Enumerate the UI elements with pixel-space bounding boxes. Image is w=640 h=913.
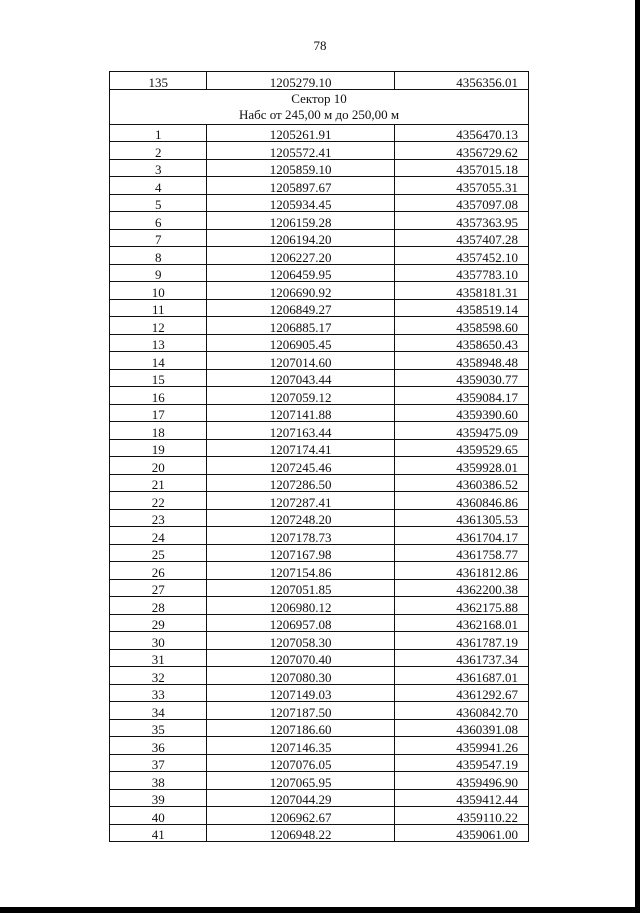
y-coordinate: 4361758.77 bbox=[394, 544, 528, 562]
x-coordinate: 1207076.05 bbox=[207, 754, 394, 772]
point-number: 20 bbox=[110, 457, 207, 475]
point-number: 24 bbox=[110, 527, 207, 545]
y-coordinate: 4357407.28 bbox=[394, 229, 528, 247]
x-coordinate: 1206885.17 bbox=[207, 317, 394, 335]
y-coordinate: 4360386.52 bbox=[394, 474, 528, 492]
y-coordinate: 4360842.70 bbox=[394, 702, 528, 720]
x-coordinate: 1206962.67 bbox=[207, 807, 394, 825]
x-coordinate: 1207044.29 bbox=[207, 789, 394, 807]
y-coordinate: 4359412.44 bbox=[394, 789, 528, 807]
y-coordinate: 4359390.60 bbox=[394, 404, 528, 422]
point-number: 22 bbox=[110, 492, 207, 510]
x-coordinate: 1207154.86 bbox=[207, 562, 394, 580]
table-row bbox=[110, 649, 529, 667]
table-row bbox=[110, 737, 529, 755]
table-row bbox=[110, 527, 529, 545]
sector-title: Сектор 10 bbox=[291, 90, 347, 106]
y-coordinate: 4357783.10 bbox=[394, 264, 528, 282]
y-coordinate: 4356729.62 bbox=[394, 142, 528, 160]
point-number: 6 bbox=[110, 212, 207, 230]
x-coordinate: 1205279.10 bbox=[207, 72, 394, 90]
point-number: 26 bbox=[110, 562, 207, 580]
point-number: 8 bbox=[110, 247, 207, 265]
table-row bbox=[110, 159, 529, 177]
y-coordinate: 4361292.67 bbox=[394, 684, 528, 702]
point-number: 7 bbox=[110, 229, 207, 247]
x-coordinate: 1207070.40 bbox=[207, 649, 394, 667]
y-coordinate: 4361787.19 bbox=[394, 632, 528, 650]
y-coordinate: 4359030.77 bbox=[394, 369, 528, 387]
point-number: 11 bbox=[110, 299, 207, 317]
x-coordinate: 1206957.08 bbox=[207, 614, 394, 632]
table-row bbox=[110, 702, 529, 720]
point-number: 28 bbox=[110, 597, 207, 615]
x-coordinate: 1205572.41 bbox=[207, 142, 394, 160]
x-coordinate: 1207080.30 bbox=[207, 667, 394, 685]
x-coordinate: 1206980.12 bbox=[207, 597, 394, 615]
x-coordinate: 1207286.50 bbox=[207, 474, 394, 492]
point-number: 27 bbox=[110, 579, 207, 597]
table-row bbox=[110, 457, 529, 475]
point-number: 12 bbox=[110, 317, 207, 335]
point-number: 32 bbox=[110, 667, 207, 685]
y-coordinate: 4360391.08 bbox=[394, 719, 528, 737]
y-coordinate: 4361704.17 bbox=[394, 527, 528, 545]
y-coordinate: 4359941.26 bbox=[394, 737, 528, 755]
x-coordinate: 1207187.50 bbox=[207, 702, 394, 720]
sector-header bbox=[110, 89, 529, 124]
y-coordinate: 4356356.01 bbox=[394, 72, 528, 90]
table-row bbox=[110, 264, 529, 282]
x-coordinate: 1207174.41 bbox=[207, 439, 394, 457]
point-number: 2 bbox=[110, 142, 207, 160]
x-coordinate: 1207163.44 bbox=[207, 422, 394, 440]
x-coordinate: 1207065.95 bbox=[207, 772, 394, 790]
y-coordinate: 4359110.22 bbox=[394, 807, 528, 825]
y-coordinate: 4359529.65 bbox=[394, 439, 528, 457]
table-row bbox=[110, 824, 529, 842]
point-number: 17 bbox=[110, 404, 207, 422]
x-coordinate: 1207043.44 bbox=[207, 369, 394, 387]
table-row bbox=[110, 754, 529, 772]
table-row bbox=[110, 352, 529, 370]
point-number: 34 bbox=[110, 702, 207, 720]
table-row bbox=[110, 544, 529, 562]
table-row bbox=[110, 177, 529, 195]
sector-header-row bbox=[110, 89, 529, 124]
x-coordinate: 1205934.45 bbox=[207, 194, 394, 212]
point-number: 15 bbox=[110, 369, 207, 387]
point-number: 4 bbox=[110, 177, 207, 195]
point-number: 38 bbox=[110, 772, 207, 790]
table-row bbox=[110, 317, 529, 335]
x-coordinate: 1206459.95 bbox=[207, 264, 394, 282]
coordinates-table-body bbox=[110, 72, 529, 842]
table-row bbox=[110, 439, 529, 457]
table-row bbox=[110, 194, 529, 212]
x-coordinate: 1207051.85 bbox=[207, 579, 394, 597]
point-number: 19 bbox=[110, 439, 207, 457]
table-row bbox=[110, 614, 529, 632]
y-coordinate: 4358181.31 bbox=[394, 282, 528, 300]
point-number: 30 bbox=[110, 632, 207, 650]
point-number: 16 bbox=[110, 387, 207, 405]
y-coordinate: 4359496.90 bbox=[394, 772, 528, 790]
y-coordinate: 4358948.48 bbox=[394, 352, 528, 370]
point-number: 39 bbox=[110, 789, 207, 807]
x-coordinate: 1205897.67 bbox=[207, 177, 394, 195]
table-row bbox=[110, 492, 529, 510]
y-coordinate: 4357015.18 bbox=[394, 159, 528, 177]
table-row bbox=[110, 772, 529, 790]
x-coordinate: 1207149.03 bbox=[207, 684, 394, 702]
table-row bbox=[110, 334, 529, 352]
y-coordinate: 4358650.43 bbox=[394, 334, 528, 352]
table-row bbox=[110, 509, 529, 527]
x-coordinate: 1206194.20 bbox=[207, 229, 394, 247]
point-number: 23 bbox=[110, 509, 207, 527]
y-coordinate: 4359547.19 bbox=[394, 754, 528, 772]
coordinates-table bbox=[109, 71, 529, 842]
y-coordinate: 4356470.13 bbox=[394, 124, 528, 142]
y-coordinate: 4361812.86 bbox=[394, 562, 528, 580]
y-coordinate: 4358598.60 bbox=[394, 317, 528, 335]
y-coordinate: 4357363.95 bbox=[394, 212, 528, 230]
x-coordinate: 1207146.35 bbox=[207, 737, 394, 755]
table-row bbox=[110, 562, 529, 580]
table-row bbox=[110, 807, 529, 825]
point-number: 29 bbox=[110, 614, 207, 632]
table-row bbox=[110, 422, 529, 440]
point-number: 21 bbox=[110, 474, 207, 492]
x-coordinate: 1207245.46 bbox=[207, 457, 394, 475]
x-coordinate: 1207248.20 bbox=[207, 509, 394, 527]
scan-border-right bbox=[635, 0, 640, 913]
y-coordinate: 4357097.08 bbox=[394, 194, 528, 212]
table-row bbox=[110, 72, 529, 90]
table-row bbox=[110, 369, 529, 387]
table-row bbox=[110, 299, 529, 317]
sector-elevation-range: Набс от 245,00 м до 250,00 м bbox=[238, 106, 400, 122]
table-row bbox=[110, 124, 529, 142]
point-number: 35 bbox=[110, 719, 207, 737]
y-coordinate: 4357055.31 bbox=[394, 177, 528, 195]
point-number: 14 bbox=[110, 352, 207, 370]
y-coordinate: 4361687.01 bbox=[394, 667, 528, 685]
table-row bbox=[110, 247, 529, 265]
y-coordinate: 4359928.01 bbox=[394, 457, 528, 475]
y-coordinate: 4359061.00 bbox=[394, 824, 528, 842]
y-coordinate: 4357452.10 bbox=[394, 247, 528, 265]
y-coordinate: 4358519.14 bbox=[394, 299, 528, 317]
x-coordinate: 1206159.28 bbox=[207, 212, 394, 230]
scan-border-bottom bbox=[0, 907, 640, 913]
x-coordinate: 1207058.30 bbox=[207, 632, 394, 650]
point-number: 5 bbox=[110, 194, 207, 212]
table-row bbox=[110, 667, 529, 685]
x-coordinate: 1207167.98 bbox=[207, 544, 394, 562]
point-number: 25 bbox=[110, 544, 207, 562]
x-coordinate: 1207178.73 bbox=[207, 527, 394, 545]
table-row bbox=[110, 789, 529, 807]
y-coordinate: 4361305.53 bbox=[394, 509, 528, 527]
y-coordinate: 4359475.09 bbox=[394, 422, 528, 440]
table-row bbox=[110, 387, 529, 405]
table-row bbox=[110, 282, 529, 300]
x-coordinate: 1207141.88 bbox=[207, 404, 394, 422]
point-number: 13 bbox=[110, 334, 207, 352]
point-number: 36 bbox=[110, 737, 207, 755]
x-coordinate: 1206227.20 bbox=[207, 247, 394, 265]
point-number: 40 bbox=[110, 807, 207, 825]
table-row bbox=[110, 474, 529, 492]
table-row bbox=[110, 142, 529, 160]
point-number: 10 bbox=[110, 282, 207, 300]
table-row bbox=[110, 404, 529, 422]
page-number: 78 bbox=[313, 38, 327, 53]
point-number: 1 bbox=[110, 124, 207, 142]
x-coordinate: 1205859.10 bbox=[207, 159, 394, 177]
x-coordinate: 1206905.45 bbox=[207, 334, 394, 352]
table-row bbox=[110, 597, 529, 615]
point-number: 33 bbox=[110, 684, 207, 702]
table-row bbox=[110, 579, 529, 597]
y-coordinate: 4362200.38 bbox=[394, 579, 528, 597]
point-number: 18 bbox=[110, 422, 207, 440]
table-row bbox=[110, 632, 529, 650]
y-coordinate: 4362175.88 bbox=[394, 597, 528, 615]
x-coordinate: 1206690.92 bbox=[207, 282, 394, 300]
table-row bbox=[110, 229, 529, 247]
table-row bbox=[110, 684, 529, 702]
point-number: 37 bbox=[110, 754, 207, 772]
table-row bbox=[110, 719, 529, 737]
x-coordinate: 1207059.12 bbox=[207, 387, 394, 405]
x-coordinate: 1206948.22 bbox=[207, 824, 394, 842]
x-coordinate: 1207287.41 bbox=[207, 492, 394, 510]
point-number: 9 bbox=[110, 264, 207, 282]
x-coordinate: 1207014.60 bbox=[207, 352, 394, 370]
point-number: 31 bbox=[110, 649, 207, 667]
point-number: 41 bbox=[110, 824, 207, 842]
point-number: 135 bbox=[110, 72, 207, 90]
point-number: 3 bbox=[110, 159, 207, 177]
y-coordinate: 4359084.17 bbox=[394, 387, 528, 405]
y-coordinate: 4360846.86 bbox=[394, 492, 528, 510]
y-coordinate: 4362168.01 bbox=[394, 614, 528, 632]
x-coordinate: 1207186.60 bbox=[207, 719, 394, 737]
table-row bbox=[110, 212, 529, 230]
x-coordinate: 1205261.91 bbox=[207, 124, 394, 142]
y-coordinate: 4361737.34 bbox=[394, 649, 528, 667]
x-coordinate: 1206849.27 bbox=[207, 299, 394, 317]
